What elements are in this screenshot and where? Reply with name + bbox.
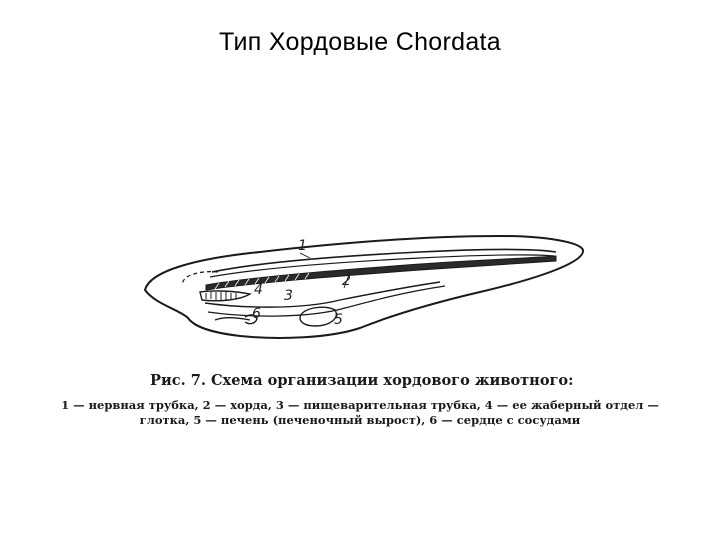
label-2: 2: [342, 273, 351, 289]
caption-line-2: глотка, 5 — печень (печеночный вырост), 6 — сердце с сосудами: [139, 413, 581, 427]
pharynx: [200, 291, 250, 301]
figure-caption-title: Рис. 7. Схема организации хордового животного:: [150, 371, 574, 389]
label-6: 6: [252, 306, 261, 322]
label-4: 4: [254, 282, 263, 298]
label-5: 5: [334, 312, 343, 328]
gill-slits: [206, 292, 236, 300]
caption-line-1: 1 — нервная трубка, 2 — хорда, 3 — пищеварительная трубка, 4 — ее жаберный отдел —: [61, 398, 659, 412]
figure-caption-body: [6, 398, 714, 428]
label-3: 3: [284, 288, 293, 304]
label-1: 1: [298, 238, 307, 254]
slide-title: Тип Хордовые Chordata: [219, 28, 501, 56]
nerve-tube-lower-wall: [210, 255, 554, 277]
head-dashed-outline: [183, 272, 218, 285]
liver-outgrowth: [300, 307, 336, 326]
